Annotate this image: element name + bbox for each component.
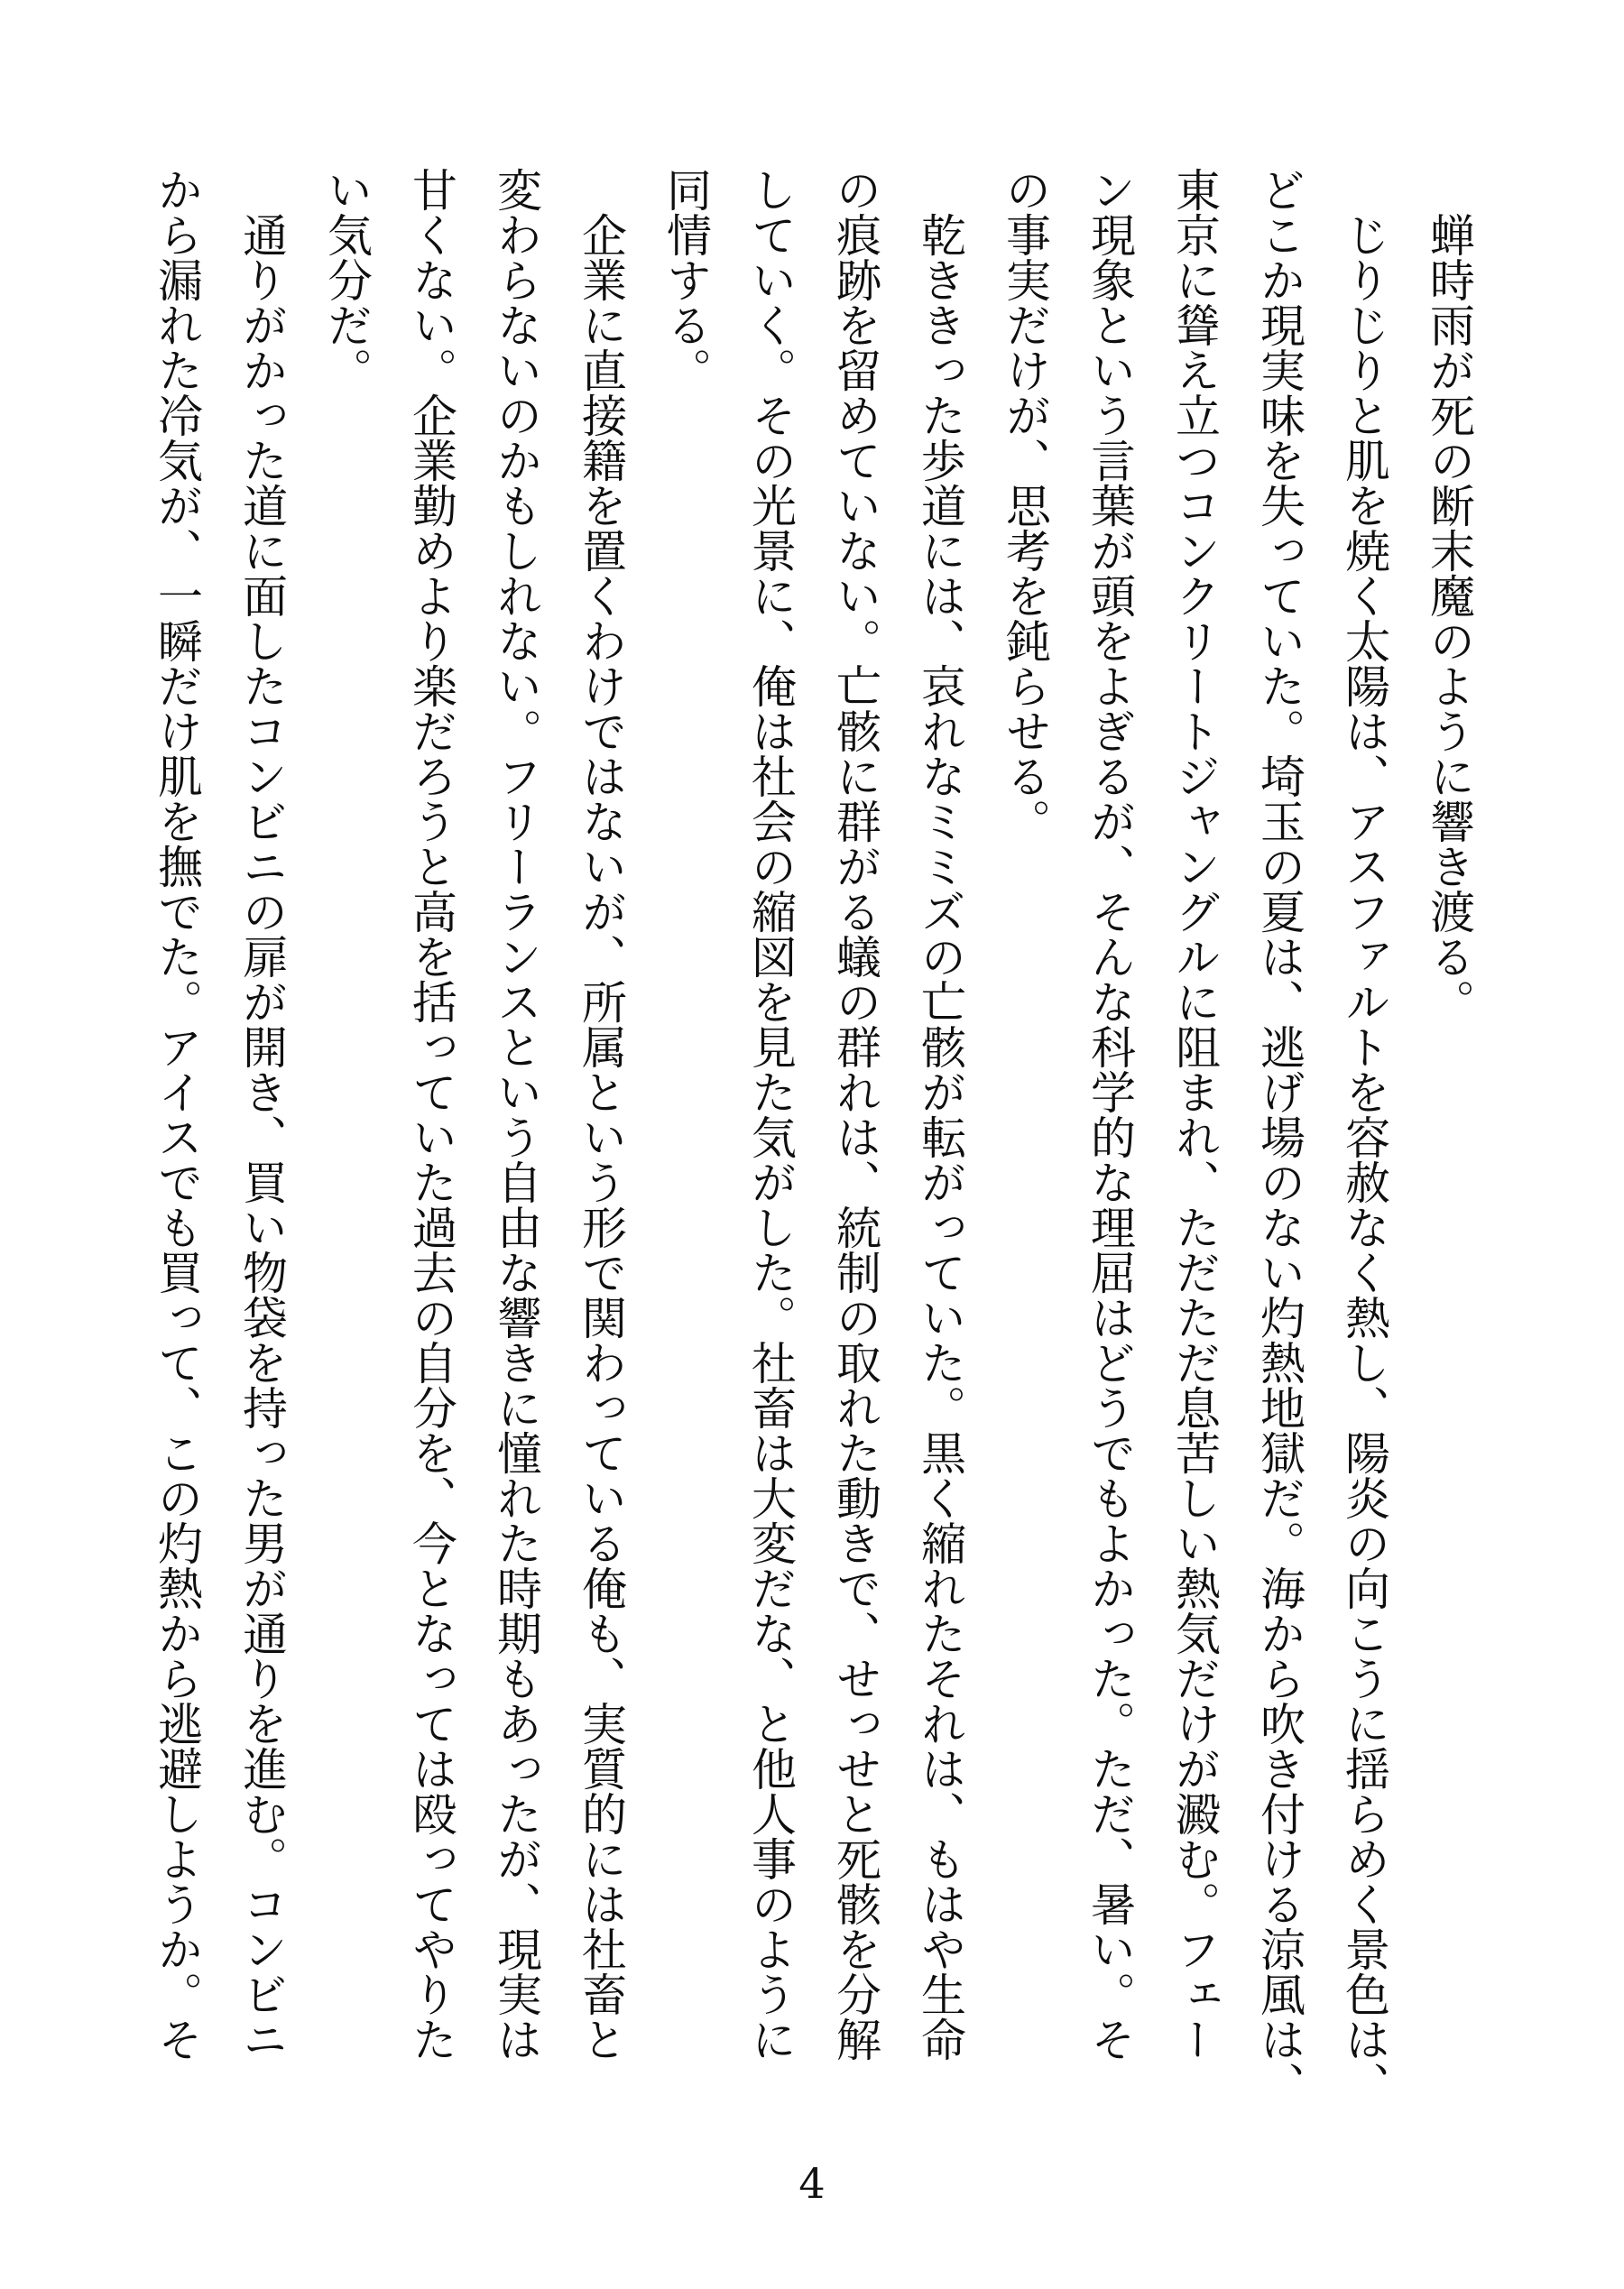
body-text <box>134 167 1491 2107</box>
text-line: していく。その光景に、俺は社会の縮図を見た気がした。社畜は大変だな、と他人事のように <box>744 167 797 2062</box>
text-line: 蝉時雨が死の断末魔のように響き渡る。 <box>1423 167 1475 1024</box>
text-line: 通りがかった道に面したコンビニの扉が開き、買い物袋を持った男が通りを進む。コンビニ <box>235 167 288 2062</box>
text-line: から漏れた冷気が、一瞬だけ肌を撫でた。アイスでも買って、この灼熱から逃避しようか。そ <box>151 167 203 2062</box>
text-line: ン現象という言葉が頭をよぎるが、そんな科学的な理屈はどうでもよかった。ただ、暑い。そ <box>1084 167 1136 2062</box>
text-line: 東京に聳え立つコンクリートジャングルに阻まれ、ただただ息苦しい熱気だけが澱む。フェー <box>1168 167 1221 2062</box>
text-line: 同情する。 <box>660 167 712 392</box>
text-line: 乾ききった歩道には、哀れなミミズの亡骸が転がっていた。黒く縮れたそれは、もはや生命 <box>914 167 966 2062</box>
text-line: の痕跡を留めていない。亡骸に群がる蟻の群れは、統制の取れた動きで、せっせと死骸を分解 <box>829 167 881 2062</box>
page-number: 4 <box>798 2159 826 2208</box>
text-line: 変わらないのかもしれない。フリーランスという自由な響きに憧れた時期もあったが、現実は <box>490 167 542 2062</box>
text-line: 甘くない。企業勤めより楽だろうと高を括っていた過去の自分を、今となっては殴ってやりた <box>405 167 457 2062</box>
text-line: の事実だけが、思考を鈍らせる。 <box>999 167 1051 844</box>
text-line: どこか現実味を失っていた。埼玉の夏は、逃げ場のない灼熱地獄だ。海から吹き付ける涼風は、 <box>1253 167 1306 2107</box>
text-line: 企業に直接籍を置くわけではないが、所属という形で関わっている俺も、実質的には社畜と <box>575 167 627 2062</box>
text-line: い気分だ。 <box>320 167 373 392</box>
text-line: じりじりと肌を焼く太陽は、アスファルトを容赦なく熱し、陽炎の向こうに揺らめく景色は、 <box>1338 167 1390 2107</box>
